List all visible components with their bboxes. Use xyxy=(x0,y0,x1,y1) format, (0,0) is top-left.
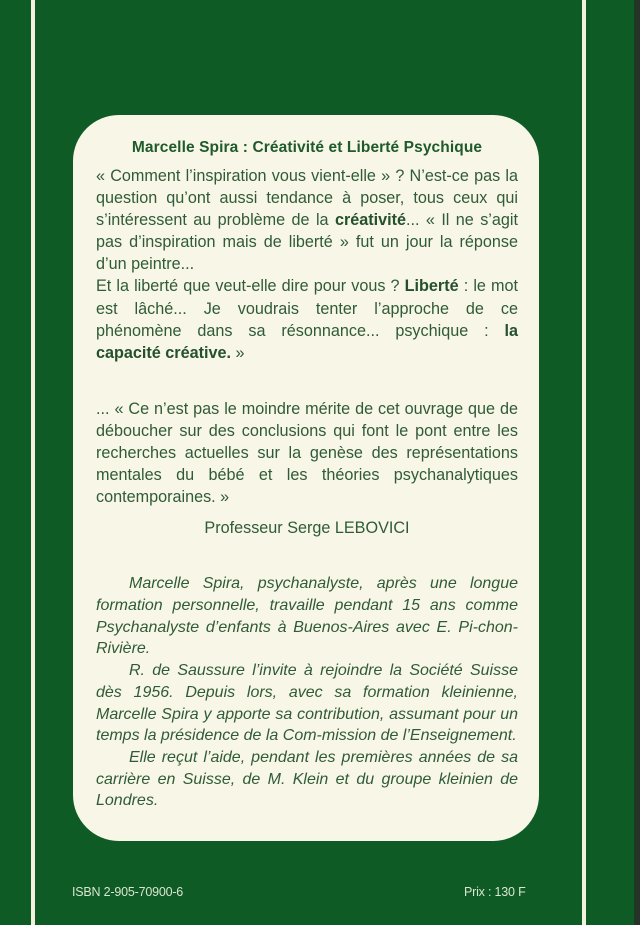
intro-text: : le mot est lâché... Je voudrais tenter l’approche de ce phénomène dans sa résonnance... psychique : xyxy=(96,277,518,340)
price-label: Prix : 130 F xyxy=(464,885,526,899)
bio-paragraph: R. de Saussure l’invite à rejoindre la Société Suisse dès 1956. Depuis lors, avec sa formation kleinienne, Marcelle Spira y apporte sa contribution, assumant pour un temps la présidence de la Com-mission de l’Enseignement. xyxy=(96,662,518,745)
intro-emphasis-creativite: créativité xyxy=(334,211,407,230)
bio-paragraph: Marcelle Spira, psychanalyste, après une longue formation personnelle, travaille pendant 15 ans comme Psychanalyste d’enfants à Buenos-Aires avec E. Pi-chon-Rivière. xyxy=(96,575,518,658)
review-quote: ... « Ce n’est pas le moindre mérite de cet ouvrage que de déboucher sur des conclusions qui font le pont entre les recherches actuelles sur la genèse des représentations mentales du bébé et les théories psychanalytiques contemporaines. » xyxy=(96,399,518,507)
intro-text: « Comment l’inspiration vous vient-elle » ? N’est-ce pas la question qu’ont aussi tendance à poser, tous ceux qui s’intéressent au problème de la xyxy=(96,167,518,230)
intro-paragraph xyxy=(96,165,518,364)
author-bio xyxy=(96,573,518,812)
isbn-label: ISBN 2-905-70900-6 xyxy=(72,885,184,899)
review-attribution: Professeur Serge LEBOVICI xyxy=(204,519,410,538)
left-border-rule xyxy=(31,0,35,925)
bio-paragraph: Elle reçut l’aide, pendant les premières années de sa carrière en Suisse, de M. Klein et du groupe kleinien de Londres. xyxy=(96,748,518,810)
right-border-rule xyxy=(582,0,586,925)
intro-emphasis-liberte: Liberté xyxy=(404,277,459,296)
page-edge-shadow xyxy=(634,0,640,925)
intro-text: Et la liberté que veut-elle dire pour vous ? xyxy=(96,277,405,296)
intro-emphasis-capacite: la capacité créative. xyxy=(96,321,518,362)
book-title: Marcelle Spira : Créativité et Liberté Psychique xyxy=(131,139,483,156)
intro-text: » xyxy=(231,343,245,362)
intro-text: ... « Il ne s’agit pas d’inspiration mais de liberté » fut un jour la réponse d’un peintre... xyxy=(96,211,518,274)
blurb-panel xyxy=(73,115,539,841)
